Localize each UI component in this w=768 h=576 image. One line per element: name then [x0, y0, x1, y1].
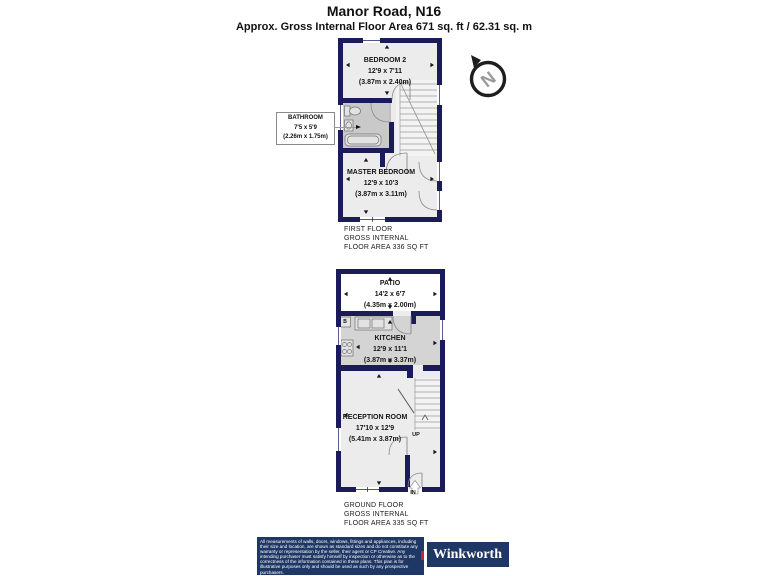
- sink-unit-icon: [355, 317, 392, 330]
- up-label: UP: [412, 432, 420, 438]
- room-size-imperial: 7'5 x 5'9: [294, 124, 317, 131]
- room-label-master-bedroom: MASTER BEDROOM 12'9 x 10'3 (3.87m x 3.11m): [346, 169, 416, 198]
- compass-north-letter: N: [477, 67, 500, 92]
- ground-floor-caption: GROUND FLOOR GROSS INTERNAL FLOOR AREA 335 SQ FT: [344, 502, 429, 527]
- bathtub-icon: [345, 134, 381, 146]
- callout-arrow-icon: [356, 125, 361, 129]
- room-size-metric: (2.26m x 1.75m): [283, 134, 328, 140]
- boiler-label: B: [343, 319, 347, 325]
- room-name: BATHROOM: [288, 115, 323, 121]
- room-label-reception: RECEPTION ROOM 17'10 x 12'9 (5.41m x 3.87m): [342, 414, 408, 443]
- room-label-kitchen: KITCHEN 12'9 x 11'1 (3.87m x 3.37m): [363, 335, 417, 364]
- toilet-icon: [345, 106, 361, 116]
- bathroom-callout: [276, 112, 335, 145]
- in-label: IN: [410, 489, 416, 496]
- red-accent-mark: [421, 551, 424, 560]
- compass-icon: [462, 52, 514, 104]
- room-label-bedroom2: BEDROOM 2 12'9 x 7'11 (3.87m x 2.40m): [358, 57, 412, 86]
- winkworth-logo: Winkworth: [427, 542, 509, 567]
- room-label-patio: PATIO 14'2 x 6'7 (4.35m x 2.00m): [363, 280, 417, 309]
- callout-connector-line: [334, 127, 356, 128]
- sink-icon: [345, 120, 354, 131]
- disclaimer-text: All measurements of walls, doors, windows, fittings and appliances, including their size and location, are shown as standard sizes and do not constitute any warranty or representation by the seller, their agent or CP Creative. Any intending purchaser must satisfy himself by inspection or otherwise as to the correctness of the information contained in these plans. This plan is for illustrative purposes only and should be used as such by any prospective purchasers.: [257, 537, 424, 575]
- first-floor-caption: FIRST FLOOR GROSS INTERNAL FLOOR AREA 336 SQ FT: [344, 226, 429, 251]
- floor-area-subtitle: Approx. Gross Internal Floor Area 671 sq. ft / 62.31 sq. m: [235, 21, 533, 33]
- page-title: Manor Road, N16: [326, 3, 442, 19]
